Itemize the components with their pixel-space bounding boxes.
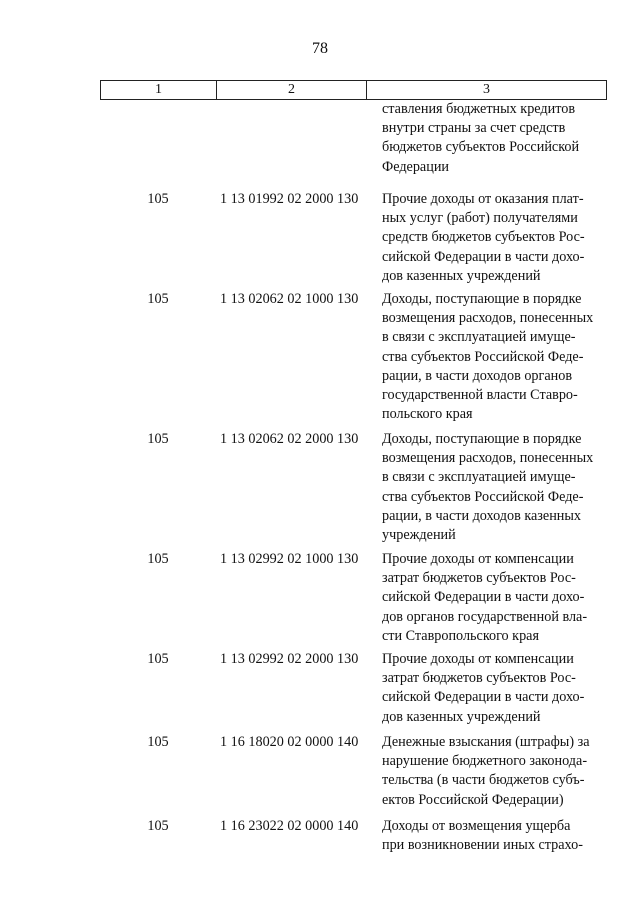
row-admin-code: 105	[147, 291, 169, 307]
row-admin-code: 105	[147, 551, 169, 567]
row-name	[382, 100, 608, 177]
row-name	[382, 733, 608, 810]
name-line: сийской Федерации в части дохо-	[382, 248, 585, 265]
header-col-1: 1	[101, 81, 217, 99]
header-col-3: 3	[483, 82, 490, 97]
name-line: в связи с эксплуатацией имуще-	[382, 329, 576, 346]
row-revenue-code: 1 13 01992 02 2000 130	[220, 191, 359, 207]
name-line: внутри страны за счет средств	[382, 120, 566, 137]
header-col-2: 2	[217, 81, 367, 99]
row-admin-code: 105	[147, 818, 169, 834]
name-line: средств бюджетов субъектов Рос-	[382, 229, 585, 246]
name-line: затрат бюджетов субъектов Рос-	[382, 670, 576, 687]
row-name	[382, 190, 608, 286]
row-revenue-code: 1 16 18020 02 0000 140	[220, 734, 359, 750]
row-revenue-code: 1 13 02992 02 2000 130	[220, 651, 359, 667]
row-revenue-code: 1 16 23022 02 0000 140	[220, 818, 359, 834]
name-line: рации, в части доходов казенных	[382, 507, 582, 524]
name-line: учреждений	[382, 527, 456, 544]
name-line: рации, в части доходов органов	[382, 367, 573, 384]
name-line: дов казенных учреждений	[382, 267, 541, 284]
name-line: тельства (в части бюджетов субъ-	[382, 772, 585, 789]
name-line: Доходы, поступающие в порядке	[382, 291, 582, 307]
name-line: сти Ставропольского края	[382, 627, 539, 644]
name-line: сийской Федерации в части дохо-	[382, 689, 585, 706]
name-line: при возникновении иных страхо-	[382, 837, 583, 854]
name-line: дов казенных учреждений	[382, 708, 541, 725]
row-revenue-code: 1 13 02062 02 2000 130	[220, 431, 359, 447]
name-line: в связи с эксплуатацией имуще-	[382, 469, 576, 486]
name-line: Прочие доходы от компенсации	[382, 651, 574, 667]
row-name	[382, 290, 608, 424]
name-line: ектов Российской Федерации)	[382, 791, 564, 808]
name-line: возмещения расходов, понесенных	[382, 450, 594, 467]
row-admin-code: 105	[147, 431, 169, 447]
name-line: сийской Федерации в части дохо-	[382, 589, 585, 606]
name-line: ства субъектов Российской Феде-	[382, 348, 584, 365]
name-line: нарушение бюджетного законода-	[382, 753, 588, 770]
name-line: Прочие доходы от оказания плат-	[382, 191, 584, 207]
name-line: государственной власти Ставро-	[382, 387, 578, 404]
row-admin-code: 105	[147, 191, 169, 207]
name-line: дов органов государственной вла-	[382, 608, 588, 625]
name-line: Денежные взыскания (штрафы) за	[382, 734, 590, 750]
table-header	[100, 80, 607, 100]
name-line: ства субъектов Российской Феде-	[382, 488, 584, 505]
row-name	[382, 817, 608, 855]
name-line: ставления бюджетных кредитов	[382, 101, 576, 117]
name-line: Прочие доходы от компенсации	[382, 551, 574, 567]
name-line: бюджетов субъектов Российской	[382, 139, 580, 156]
name-line: Доходы, поступающие в порядке	[382, 431, 582, 447]
name-line: польского края	[382, 406, 473, 423]
name-line: Доходы от возмещения ущерба	[382, 818, 571, 834]
row-revenue-code: 1 13 02992 02 1000 130	[220, 551, 359, 567]
name-line: ных услуг (работ) получателями	[382, 210, 578, 227]
row-revenue-code: 1 13 02062 02 1000 130	[220, 291, 359, 307]
name-line: затрат бюджетов субъектов Рос-	[382, 570, 576, 587]
page-number: 78	[312, 40, 328, 57]
row-name	[382, 430, 608, 545]
name-line: возмещения расходов, понесенных	[382, 310, 594, 327]
row-admin-code: 105	[147, 734, 169, 750]
row-name	[382, 650, 608, 727]
name-line: Федерации	[382, 158, 450, 175]
row-admin-code: 105	[147, 651, 169, 667]
row-name	[382, 550, 608, 646]
